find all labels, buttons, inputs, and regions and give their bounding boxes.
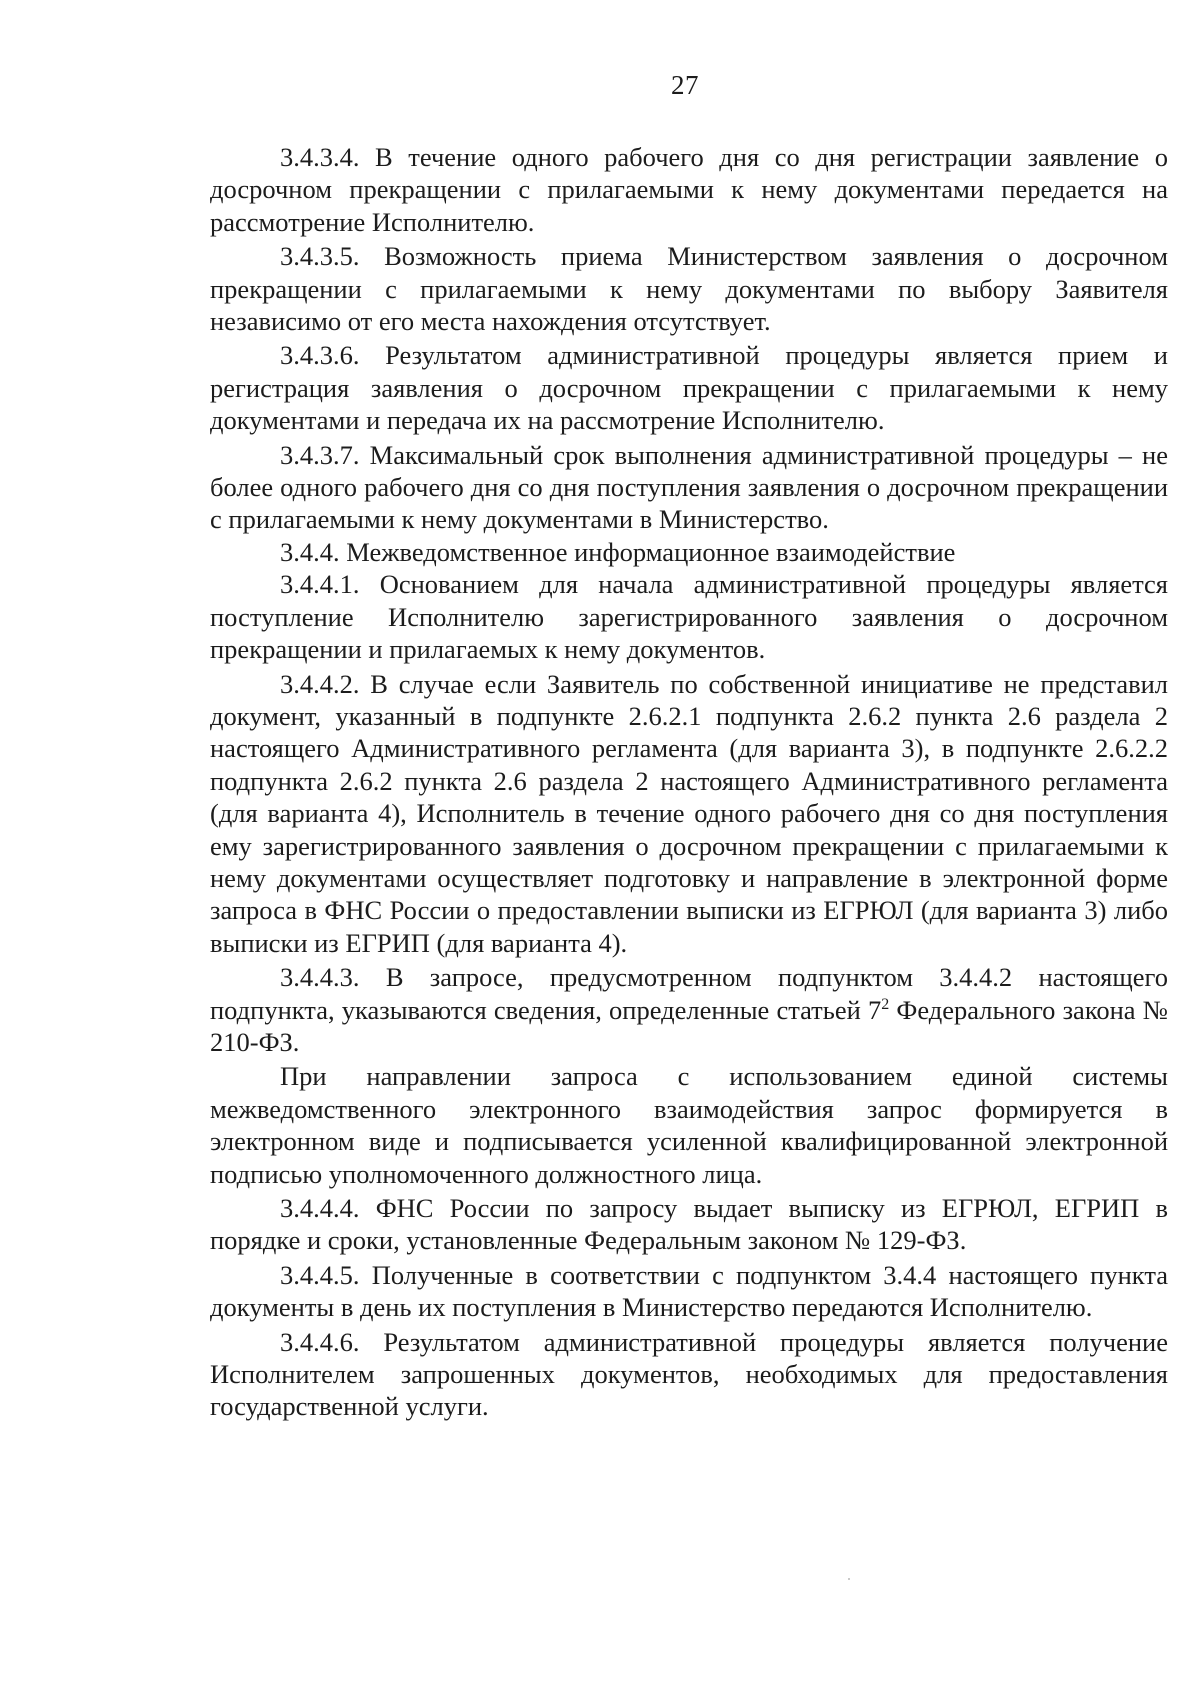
page-number: 27	[671, 70, 699, 100]
paragraph-3-4-4-2: 3.4.4.2. В случае если Заявитель по собственной инициативе не представил документ, указанный в подпункте 2.6.2.1 подпункта 2.6.2 пункта 2.6 раздела 2 настоящего Административного регламента (для варианта 3), в подпункте 2.6.2.2 подпункта 2.6.2 пункта 2.6 раздела 2 настоящего Административного регламента (для варианта 4), Исполнитель в течение одного рабочего дня со дня поступления ему зарегистрированного заявления о досрочном прекращении с прилагаемыми к нему документами осуществляет подготовку и направление в электронной форме запроса в ФНС России о предоставлении выписки из ЕГРЮЛ (для варианта 3) либо выписки из ЕГРИП (для варианта 4).	[210, 668, 1168, 958]
document-body	[210, 141, 1168, 1423]
section-heading-3-4-4: 3.4.4. Межведомственное информационное взаимодействие	[280, 536, 956, 567]
paragraph-3-4-3-5: 3.4.3.5. Возможность приема Министерством заявления о досрочном прекращении с прилагаемыми к нему документами по выбору Заявителя независимо от его места нахождения отсутствует.	[210, 241, 1168, 337]
paragraph-smev-request: При направлении запроса с использованием единой системы межведомственного электронного взаимодействия запрос формируется в электронном виде и подписывается усиленной квалифицированной электронной подписью уполномоченного должностного лица.	[210, 1061, 1168, 1189]
paragraph-3-4-4-3-text: 3.4.4.3. В запросе, предусмотренном подпунктом 3.4.4.2 настоящего подпункта, указываются сведения, определенные статьей 7	[210, 962, 1168, 1025]
paragraph-3-4-4-4: 3.4.4.4. ФНС России по запросу выдает выписку из ЕГРЮЛ, ЕГРИП в порядке и сроки, установленные Федеральным законом № 129-ФЗ.	[210, 1193, 1168, 1256]
paragraph-3-4-4-3	[210, 961, 1168, 1058]
paragraph-3-4-3-7: 3.4.3.7. Максимальный срок выполнения административной процедуры – не более одного рабочего дня со дня поступления заявления о досрочном прекращении с прилагаемыми к нему документами в Министерство.	[210, 439, 1168, 535]
paragraph-3-4-4-3-tail: Федерального закона № 210-ФЗ.	[210, 994, 1168, 1057]
paragraph-3-4-4-5: 3.4.4.5. Полученные в соответствии с подпунктом 3.4.4 настоящего пункта документы в день их поступления в Министерство передаются Исполнителю.	[210, 1259, 1168, 1323]
paragraph-3-4-4-1: 3.4.4.1. Основанием для начала административной процедуры является поступление Исполнителю зарегистрированного заявления о досрочном прекращении и прилагаемых к нему документов.	[210, 569, 1168, 665]
superscript-2: 2	[881, 995, 890, 1013]
paragraph-3-4-3-6: 3.4.3.6. Результатом административной процедуры является прием и регистрация заявления о досрочном прекращении с прилагаемыми к нему документами и передача их на рассмотрение Исполнителю.	[210, 340, 1168, 436]
paragraph-3-4-3-4: 3.4.3.4. В течение одного рабочего дня со дня регистрации заявление о досрочном прекращении с прилагаемыми к нему документами передается на рассмотрение Исполнителю.	[210, 142, 1168, 237]
scan-speck	[848, 1578, 850, 1580]
paragraph-3-4-4-6: 3.4.4.6. Результатом административной процедуры является получение Исполнителем запрошенных документов, необходимых для предоставления государственной услуги.	[210, 1326, 1168, 1422]
